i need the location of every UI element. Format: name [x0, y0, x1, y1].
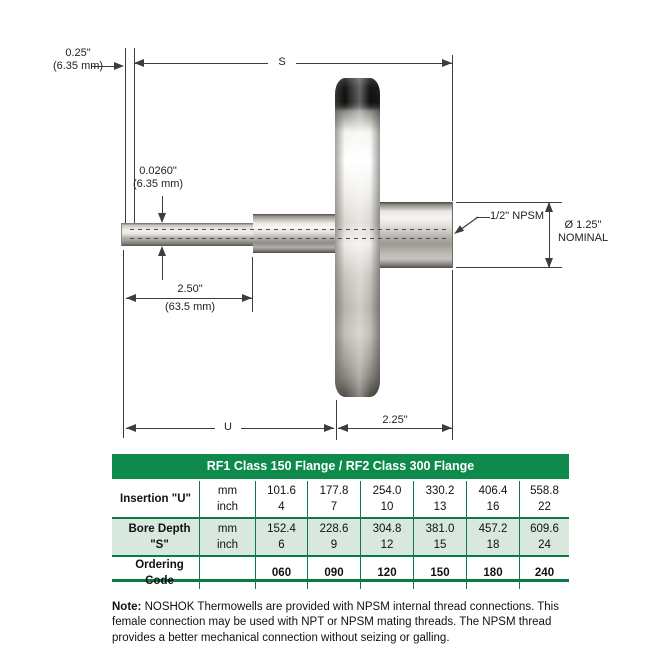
dim-bore-inches: 0.0260": [139, 165, 177, 177]
dim-label-225: 2.25": [368, 414, 422, 427]
table-cell: 609.6 24: [519, 519, 569, 555]
table-cell: 330.2 13: [413, 481, 466, 517]
table-cell: 304.8 12: [360, 519, 413, 555]
arrow-up-icon: [158, 246, 166, 256]
arrow-left-icon: [126, 424, 136, 432]
table-cell: 457.2 18: [466, 519, 519, 555]
dim-line-bore-upper: [162, 196, 163, 213]
code-cell: 180: [466, 557, 519, 589]
unit-mm: mm: [217, 485, 238, 497]
table-cell: 101.6 4: [255, 481, 307, 517]
code-cell: 150: [413, 557, 466, 589]
unit-cell: [199, 481, 255, 517]
dim-bore-mm: (6.35 mm): [132, 178, 184, 190]
dim-line-lag: [126, 298, 252, 299]
ext-line-flange: [336, 400, 337, 440]
leader-arrow-npsm: [448, 212, 482, 238]
ext-line-bore-start: [134, 48, 135, 223]
bore-hidden-line-top: [130, 229, 450, 230]
nominal-word: NOMINAL: [557, 232, 609, 244]
unit-inch: inch: [216, 539, 239, 551]
note-prefix: Note:: [112, 601, 142, 613]
unit-inch: inch: [216, 501, 239, 513]
ext-line-tip-face: [125, 48, 126, 223]
code-cell: 060: [255, 557, 307, 589]
thermowell-stem: [121, 223, 253, 246]
dim-tip-mm: (6.35 mm): [52, 60, 104, 72]
arrow-down-left-icon: [454, 225, 464, 234]
table-row-ordering-code: [112, 555, 569, 587]
table-cell: 254.0 10: [360, 481, 413, 517]
table-title: RF1 Class 150 Flange / RF2 Class 300 Flange: [112, 454, 569, 479]
dim-line-225: [338, 428, 452, 429]
ext-line-left-bottom: [123, 250, 124, 438]
table-row-bore-depth: [112, 517, 569, 555]
arrow-right-icon: [242, 294, 252, 302]
arrow-right-icon: [114, 62, 124, 70]
dim-label-bore: [127, 165, 189, 191]
table-cell: 228.6 9: [307, 519, 360, 555]
table-row-insertion: [112, 481, 569, 517]
table-cell: 152.4 6: [255, 519, 307, 555]
note-line-3: provides a better mechanical connection without seizing or galling.: [112, 631, 450, 644]
note-line-2: female connection may be used with NPT or NPSM mating threads. The NPSM thread: [112, 616, 552, 629]
nominal-diameter-value: Ø 1.25": [564, 219, 602, 231]
dim-label-tip: [44, 47, 112, 73]
dim-label-s: S: [268, 56, 296, 69]
code-cell: 090: [307, 557, 360, 589]
arrow-left-icon: [134, 59, 144, 67]
code-cell: 240: [519, 557, 569, 589]
note-line-1: Note: NOSHOK Thermowells are provided with NPSM internal thread connections. This: [112, 601, 559, 613]
table-rows: [112, 481, 569, 587]
ext-line-step: [252, 257, 253, 312]
arrow-right-icon: [324, 424, 334, 432]
dim-label-lag-mm: (63.5 mm): [164, 301, 216, 313]
arrow-right-icon: [442, 59, 452, 67]
note-text: [112, 600, 564, 646]
arrow-right-icon: [442, 424, 452, 432]
table-cell: 406.4 16: [466, 481, 519, 517]
flange-spec-table: [112, 454, 569, 587]
unit-mm: mm: [217, 523, 238, 535]
table-cell: 177.8 7: [307, 481, 360, 517]
arrow-left-icon: [126, 294, 136, 302]
row-label: Ordering Code: [135, 559, 184, 587]
arrow-left-icon: [338, 424, 348, 432]
row-label: Bore Depth "S": [112, 519, 199, 555]
unit-cell-empty: [199, 557, 255, 589]
dim-line-bore-lower: [162, 256, 163, 280]
dim-label-lag-in: 2.50": [177, 283, 203, 295]
dim-label-u: U: [215, 421, 241, 434]
arrow-down-icon: [158, 213, 166, 223]
dim-tip-inches: 0.25": [65, 47, 91, 59]
ext-line-right-top: [452, 55, 453, 201]
code-cell: 120: [360, 557, 413, 589]
thermowell-lagging-section: [253, 214, 335, 253]
row-label: Insertion "U": [120, 493, 191, 505]
ext-line-right-bottom: [452, 270, 453, 440]
unit-cell: [199, 519, 255, 555]
arrow-down-icon: [545, 258, 553, 268]
thermowell-body: [378, 202, 453, 268]
thread-label: 1/2" NPSM: [490, 210, 545, 222]
table-cell: 558.8 22: [519, 481, 569, 517]
bore-hidden-line-bottom: [130, 238, 450, 239]
table-cell: 381.0 15: [413, 519, 466, 555]
